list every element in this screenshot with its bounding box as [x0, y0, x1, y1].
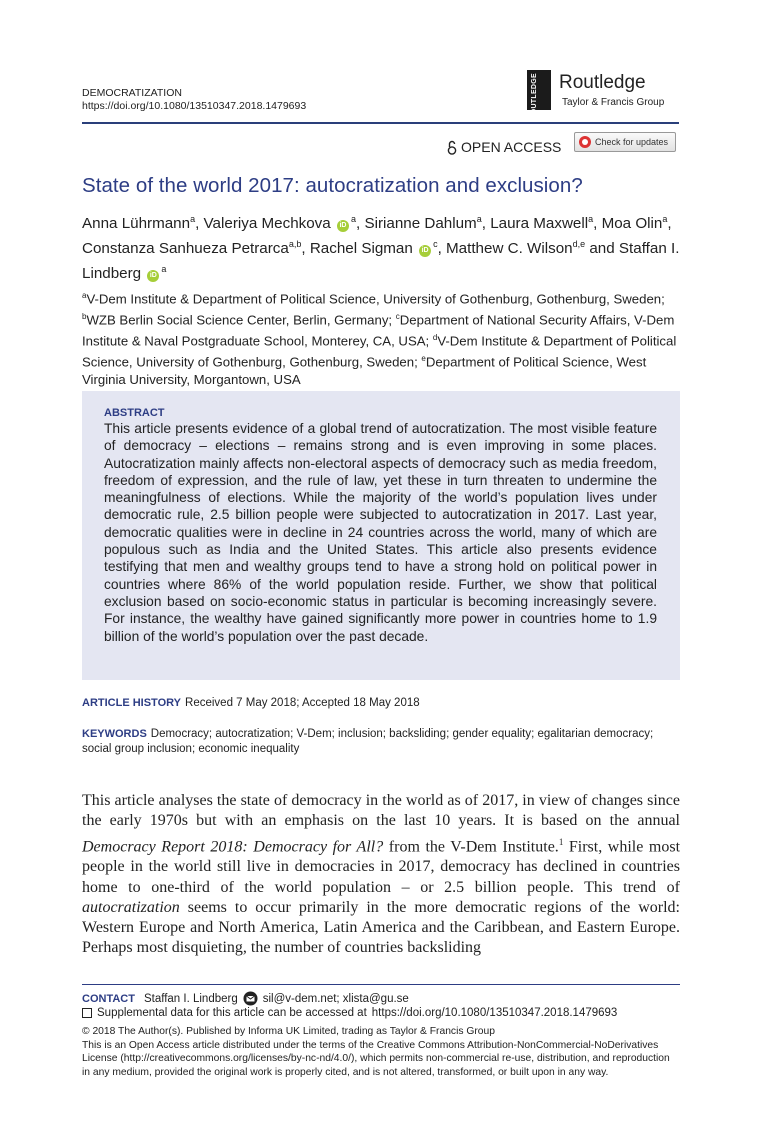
article-title: State of the world 2017: autocratization and exclusion? — [82, 174, 583, 197]
supplemental-icon — [82, 1008, 92, 1018]
supplemental-text: Supplemental data for this article can be accessed at — [97, 1007, 367, 1019]
affiliation-text: WZB Berlin Social Science Center, Berlin, Germany; — [86, 312, 393, 328]
contact-name: Staffan I. Lindberg — [143, 992, 238, 1005]
orcid-icon[interactable]: iD — [337, 220, 349, 232]
author-affiliation-mark: c — [433, 239, 438, 250]
footer-rule — [82, 984, 680, 985]
article-history — [82, 697, 420, 709]
author-affiliation-mark: a — [662, 214, 668, 224]
open-lock-icon — [447, 140, 457, 155]
contact-label: CONTACT — [82, 992, 135, 1005]
history-label: ARTICLE HISTORY — [82, 697, 182, 709]
copyright-block — [82, 1025, 680, 1079]
author-name: Sirianne Dahlum — [364, 215, 477, 233]
affiliation-text: V-Dem Institute & Department of Political Science, University of Gothenburg, Gothenburg, Sweden; — [82, 333, 677, 370]
journal-name: DEMOCRATIZATION — [82, 87, 182, 99]
abstract-text: This article presents evidence of a global trend of autocratization. The most visible feature of democracy – elections – remains strong and is even improving in some places. Autocratization mainly affects non-electoral aspects of democracy such as media freedom, freedom of expression, and the rule of law, yet these in turn threaten to undermine the meaningfulness of elections. While the majority of the world’s population lives under democratic rule, 2.5 billion people were subjected to autocratization in 2017. Last year, democratic qualities were in decline in 24 countries across the world, many of which are populous such as India and the United States. This article also presents evidence testifying that men and wealthy groups tend to have a strong hold on political power in countries where 86% of the world population reside. Further, we show that political exclusion based on socio-economic status in particular is becoming increasingly severe. For instance, the wealthy have gained significantly more power in countries home to 1.9 billion of the world’s population over the past decade. — [104, 421, 657, 644]
report-title: Democracy Report 2018: Democracy for All? — [82, 837, 384, 855]
author-name: Matthew C. Wilson — [446, 240, 573, 258]
affiliation-mark: c — [395, 311, 400, 321]
footnote-ref[interactable]: 1 — [558, 836, 564, 847]
history-text: Received 7 May 2018; Accepted 18 May 2018 — [185, 697, 420, 709]
affiliation-text: V-Dem Institute & Department of Political Science, University of Gothenburg, Gothenburg, Sweden; — [86, 291, 665, 307]
author-name: Staffan I. Lindberg — [82, 240, 680, 283]
author-name: Anna Lührmann — [82, 215, 191, 233]
author-name: Constanza Sanhueza Petrarca — [82, 240, 289, 258]
supplemental-line — [82, 1007, 617, 1019]
author-name: Moa Olin — [601, 215, 663, 233]
author-affiliation-mark: a — [476, 214, 482, 224]
author-list: Anna Lührmann$^a$, Valeriya Mechkova $iD^a$, Sirianne Dahlum$^a$, Laura Maxwell$^a$, Moa Olin$^a$, Constanza Sanhueza Petrarca$^{a,b}$, Rachel Sigman $iD^c$, Matthew C. Wilson$^{d,e}$ and Staffan I. Lindberg $iD^a$ — [82, 214, 680, 283]
author-affiliation-mark: a — [350, 214, 356, 224]
license-text: This is an Open Access article distributed under the terms of the Creative Commons Attribution-NonCommercial-NoDerivatives License (http://creativecommons.org/licenses/by-nc-nd/4.0/), which permits non-commercial re-use, distribution, and reproduction in any medium, provided the original work is properly cited, and is not altered, transformed, or built upon in any way. — [82, 1039, 670, 1078]
affiliation-mark: d — [432, 332, 438, 342]
term-autocratization: autocratization — [82, 898, 180, 916]
publisher-name: Routledge — [559, 72, 646, 93]
affiliations — [82, 287, 680, 388]
publisher-sub: Taylor & Francis Group — [562, 97, 665, 108]
contact-emails[interactable]: sil@v-dem.net; xlista@gu.se — [262, 992, 409, 1005]
author-affiliation-mark: a — [190, 214, 196, 224]
orcid-icon[interactable]: iD — [147, 270, 159, 282]
author-affiliation-mark: a — [161, 264, 167, 275]
check-for-updates-button[interactable] — [574, 132, 676, 152]
orcid-icon[interactable]: iD — [419, 245, 431, 257]
header-rule — [82, 122, 679, 124]
author-affiliation-mark: a — [588, 214, 594, 224]
affiliation-mark: e — [421, 353, 426, 363]
affiliation-text: Department of National Security Affairs, V-Dem Institute & Naval Postgraduate School, Monterey, CA, USA; — [82, 312, 675, 349]
abstract-heading: ABSTRACT — [104, 407, 165, 419]
affiliation-mark: b — [82, 311, 87, 321]
publisher-logo — [527, 70, 679, 120]
header-doi-link[interactable]: https://doi.org/10.1080/13510347.2018.1479693 — [82, 100, 307, 112]
keywords-label: KEYWORDS — [82, 728, 147, 740]
affiliation-text: Department of Political Science, West Virginia University, Morgantown, USA — [82, 354, 647, 387]
author-name: Valeriya Mechkova — [203, 215, 331, 233]
author-affiliation-mark: a,b — [288, 239, 302, 250]
open-access-label: OPEN ACCESS — [461, 139, 562, 155]
contact-line — [82, 991, 409, 1006]
body-paragraph: This article analyses the state of democracy in the world as of 2017, in view of changes since the early 1970s but with an emphasis on the last 10 years. It is based on the annual Democracy Report 2018: Democracy for All? from the V-Dem Institute.$^1$ First, while most people in the world still live in democracies in 2017, democracy has declined in countries home to one-third of the world population – or 2.5 billion people. This trend of autocratization seems to occur primarily in the more democratic regions of the world: Western Europe and North America, Latin America and the Caribbean, and Eastern Europe. Perhaps most disquieting, the number of countries backsliding — [82, 792, 681, 957]
mail-icon — [243, 991, 258, 1006]
author-name: Rachel Sigman — [309, 240, 413, 258]
keywords — [82, 727, 682, 757]
keywords-text: Democracy; autocratization; V-Dem; inclusion; backsliding; gender equality; egalitarian democracy; social group inclusion; economic inequality — [82, 728, 654, 755]
affiliation-mark: a — [82, 291, 87, 300]
crossmark-icon — [579, 136, 591, 148]
supplemental-link[interactable]: https://doi.org/10.1080/13510347.2018.1479693 — [371, 1007, 618, 1019]
author-name: Laura Maxwell — [490, 215, 589, 233]
routledge-mark: ROUTLEDGE — [527, 70, 551, 110]
check-updates-label: Check for updates — [595, 137, 669, 147]
open-access-badge — [447, 139, 561, 155]
author-affiliation-mark: d,e — [572, 239, 586, 250]
copyright-line: © 2018 The Author(s). Published by Informa UK Limited, trading as Taylor & Francis Group — [82, 1026, 495, 1037]
